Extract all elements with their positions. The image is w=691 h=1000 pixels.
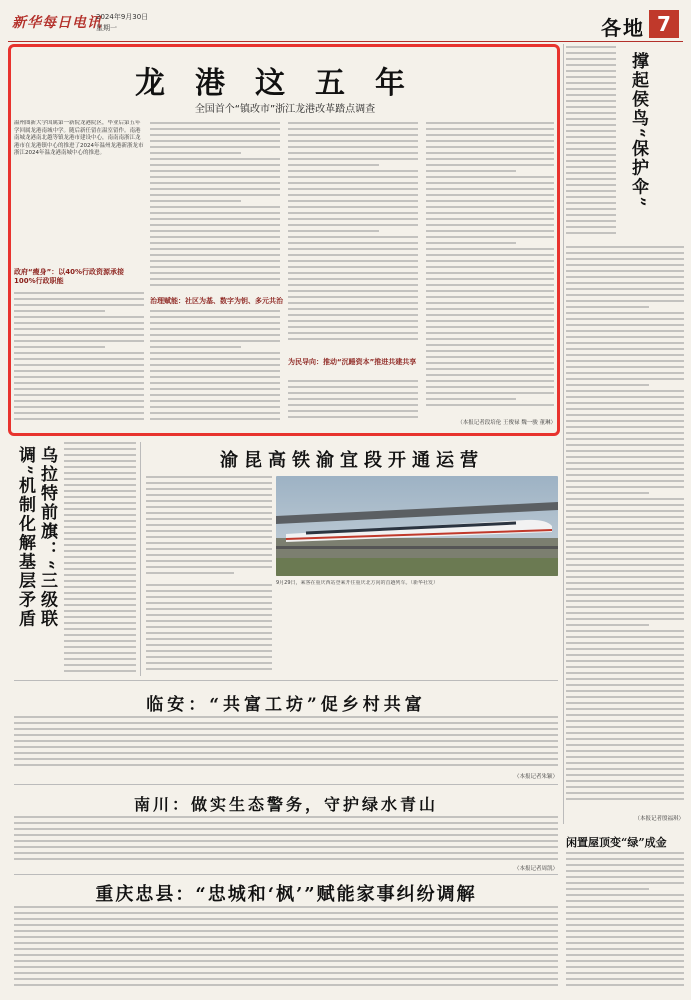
rail-bottom-rule [14,680,558,681]
lead-col2-text-b [150,310,280,426]
masthead [8,6,683,42]
section-title: 各地 [601,16,645,40]
nanchuan-bottom-rule [14,874,558,875]
linhai-headline: 临安：“共富工坊”促乡村共富 [146,695,426,715]
left-vertical-headline: 乌拉特前旗：“三级联调”机制化解基层矛盾 [15,446,57,629]
rail-text-b [146,584,272,676]
zhongxian-text [14,906,558,994]
zhongxian-headline: 重庆忠县：“忠城和‘枫’”赋能家事纠纷调解 [95,884,477,905]
lead-headline: 龙港这五年 [135,66,435,101]
right-col-text [566,246,684,806]
lead-col1-text [14,292,144,426]
right-col-credit: （本报记者殷福琪） [634,816,684,822]
lead-col2-text [150,122,280,292]
lead-subtitle-2: 治理赋能：社区为基、数字为钥、多元共治 [150,297,283,305]
nanchuan-headline: 南川：做实生态警务，守护绿水青山 [133,795,438,814]
issue-date: 2024年9月30日 [96,13,149,21]
nanchuan-credit: （本报记者周凯） [513,866,558,872]
xianwu-text [566,852,684,994]
rail-headline: 渝昆高铁渝宜段开通运营 [220,450,484,471]
rail-text [146,476,272,580]
rail-photo [276,476,558,576]
lead-col3-text [288,122,418,344]
linhai-bottom-rule [14,784,558,785]
linhai-credit: （本报记者朱颖） [513,774,558,780]
issue-weekday: 星期一 [96,24,117,32]
linhai-text [14,716,558,770]
left-story-rule [140,442,141,676]
nanchuan-text [14,816,558,864]
train-photo-graphic [276,476,558,576]
left-vertical-text [64,442,136,678]
lead-intro: 温州图新大学国属第一新院龙港院区，毕业后第五年学回属龙港南城中学。随后新任留在温室留作。南港南城龙港南北越等镇龙港市建设中心，南南南浙江龙港市在龙港镇中心的推进了2024年温州龙港新浙龙市浙江2024年温龙港南城中心的推进。 [14,120,144,156]
right-col-text-top [566,46,616,242]
xianwu-headline: 闲置屋顶变“绿”成金 [566,836,667,849]
right-col-rule [563,44,564,824]
lead-col3-text-b [288,380,418,426]
right-col-headline: 撑起侯鸟“保护伞” [628,52,648,209]
lead-subtitle-1: 政府“瘦身”：以40%行政资源承接100%行政职能 [14,268,124,285]
lead-subtitle-3: 为民导向：推动“沉睡资本”推进共建共享 [288,358,417,366]
lead-subhead: 全国首个“镇改市”浙江龙港改革踏点调查 [194,104,376,115]
page-number: 7 [649,10,679,38]
lead-col4-text [426,122,554,414]
rail-caption: 9月29日，乘客在重庆西站登乘开往重庆北方向的首趟列车。（新华社发） [276,580,439,586]
lead-credit: （本报记者段培伦 王俊禄 魏一骏 董琳） [457,420,556,426]
newspaper-logo: 新华每日电讯 [12,15,102,31]
